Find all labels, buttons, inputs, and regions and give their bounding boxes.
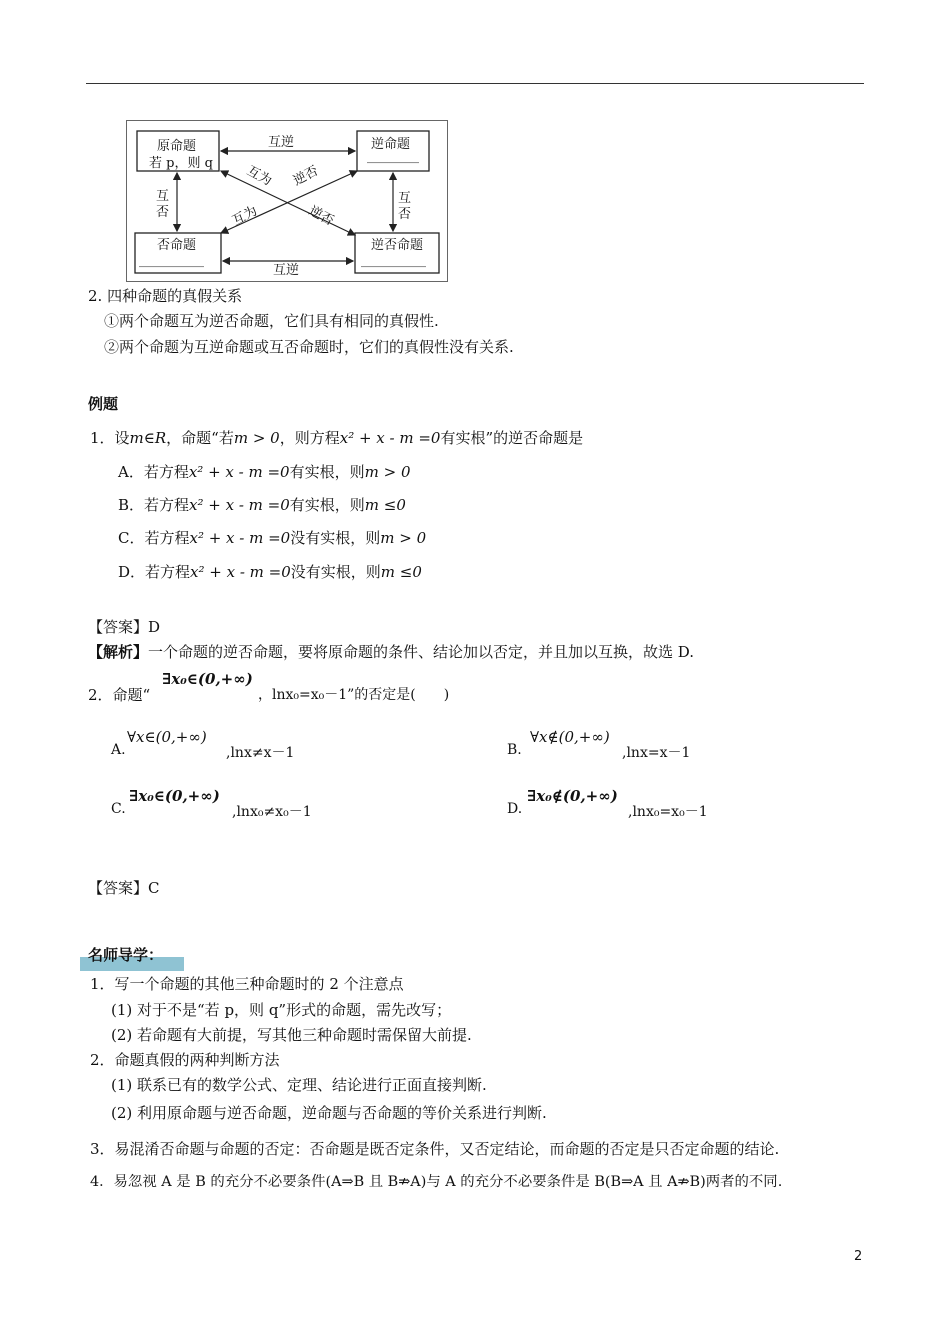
section2-item1: ①两个命题互为逆否命题，它们具有相同的真假性. [104,312,439,330]
q1-opt-a-label: A．若方程 [118,463,189,481]
q1-text1: ，命题“若 [166,429,234,447]
guide-heading: 名师导学： [88,946,164,964]
examples-heading: 例题 [88,395,119,413]
q2-opt-b-text: ,lnx=x－1 [622,745,691,761]
q2-opt-c-formula: ∃x₀∈(0,+∞) [129,787,220,805]
q1-opt-d-eq: x² + x - m =0 [190,563,291,581]
label-diag-3: 互为 [229,203,260,229]
q1-text2: ，则方程 [279,429,340,447]
label-diag-1: 互为 [244,163,275,189]
box-converse-blank: ________ [367,149,419,164]
guide-p1b: (2) 若命题有大前提，写其他三种命题时需保留大前提. [111,1026,472,1044]
q1-opt-d-mid: 没有实根，则 [290,563,381,581]
page-number: 2 [854,1249,863,1264]
guide-p1a: (1) 对于不是“若 p，则 q”形式的命题，需先改写； [111,1001,452,1019]
q1-opt-a-end: m > 0 [364,463,411,481]
q2-opt-c-text: ,lnx₀≠x₀－1 [232,804,312,820]
label-right-1: 互 [398,191,412,206]
q2-opt-a-label: A. [111,742,126,758]
q2-text: ，lnx₀=x₀－1”的否定是( ) [258,687,450,703]
label-left-1: 互 [156,189,170,204]
proposition-diagram [126,120,448,282]
q1-opt-b-eq: x² + x - m =0 [189,496,290,514]
q2-opt-a-formula: ∀x∈(0,+∞) [127,728,207,746]
q1-analysis-tag: 【解析】 [88,643,149,661]
box-contrapositive-line1: 逆否命题 [371,238,424,253]
label-top: 互逆 [268,135,295,150]
label-diag-2: 逆否 [290,163,321,189]
q1-cond: m > 0 [233,429,280,447]
q2-opt-b-formula: ∀x∉(0,+∞) [530,728,610,746]
q1-analysis [88,641,694,662]
section2-item2: ②两个命题为互逆命题或互否命题时，它们的真假性没有关系. [104,338,514,356]
q2-opt-d-label: D. [507,801,523,817]
guide-p2: 2．命题真假的两种判断方法 [90,1051,280,1069]
label-diag-4: 逆否 [306,203,337,229]
q1-opt-c-end: m > 0 [380,529,427,547]
q1-opt-b-label: B．若方程 [118,496,190,514]
q2-prefix: 2．命题“ [88,686,151,704]
label-bottom: 互逆 [273,263,300,278]
q1-option-a [118,461,410,482]
guide-p3: 3．易混淆否命题与命题的否定：否命题是既否定条件，又否定结论，而命题的否定是只否定命题的结论. [90,1140,780,1158]
q2-opt-c-label: C. [111,801,126,817]
q1-opt-d-label: D．若方程 [118,563,191,581]
q1-option-d [118,561,422,582]
q1-opt-c-eq: x² + x - m =0 [189,529,291,547]
box-inverse-line1: 否命题 [157,238,197,253]
q2-opt-d-formula: ∃x₀∉(0,+∞) [527,787,618,805]
q1-m-in-r: m∈R [129,429,167,447]
q1-answer: 【答案】D [88,618,161,636]
box-original-line2: 若 p，则 q [149,156,213,171]
header-rule [86,83,864,84]
section2-title: 2. 四种命题的真假关系 [88,287,243,305]
q2-opt-b-label: B. [507,742,522,758]
guide-p4: 4．易忽视 A 是 B 的充分不必要条件(A⇒B 且 B⇏A)与 A 的充分不必要条件是 B(B⇒A 且 A⇏B)两者的不同. [90,1174,783,1190]
q1-option-c [118,527,426,548]
box-contrapositive-blank: __________ [361,253,426,268]
box-converse-line1: 逆命题 [371,137,411,152]
guide-p2b: (2) 利用原命题与逆否命题，逆命题与否命题的等价关系进行判断. [111,1104,547,1122]
q1-opt-a-eq: x² + x - m =0 [188,463,290,481]
box-inverse-blank: __________ [139,253,204,268]
q1-prefix: 1．设 [90,429,130,447]
label-left-2: 否 [156,205,170,220]
q1-opt-a-mid: 有实根，则 [289,463,365,481]
q1-opt-d-end: m ≤0 [380,563,422,581]
q1-opt-c-mid: 没有实根，则 [290,529,381,547]
q1-option-b [118,494,406,515]
q1-stem [90,427,583,448]
guide-p1: 1．写一个命题的其他三种命题时的 2 个注意点 [90,975,404,993]
q2-opt-a-text: ,lnx≠x－1 [226,745,295,761]
q1-opt-c-label: C．若方程 [118,529,190,547]
q1-opt-b-mid: 有实根，则 [289,496,365,514]
guide-p2a: (1) 联系已有的数学公式、定理、结论进行正面直接判断. [111,1076,487,1094]
q1-eq: x² + x - m =0 [339,429,441,447]
box-original-line1: 原命题 [157,139,197,154]
q2-answer: 【答案】C [88,879,160,897]
label-right-2: 否 [398,207,412,222]
q2-formula: ∃x₀∈(0,+∞) [162,670,253,688]
q1-analysis-text: 一个命题的逆否命题，要将原命题的条件、结论加以否定，并且加以互换，故选 D. [148,643,695,661]
q1-text3: 有实根”的逆否命题是 [440,429,584,447]
q2-opt-d-text: ,lnx₀=x₀－1 [628,804,708,820]
q1-opt-b-end: m ≤0 [364,496,406,514]
